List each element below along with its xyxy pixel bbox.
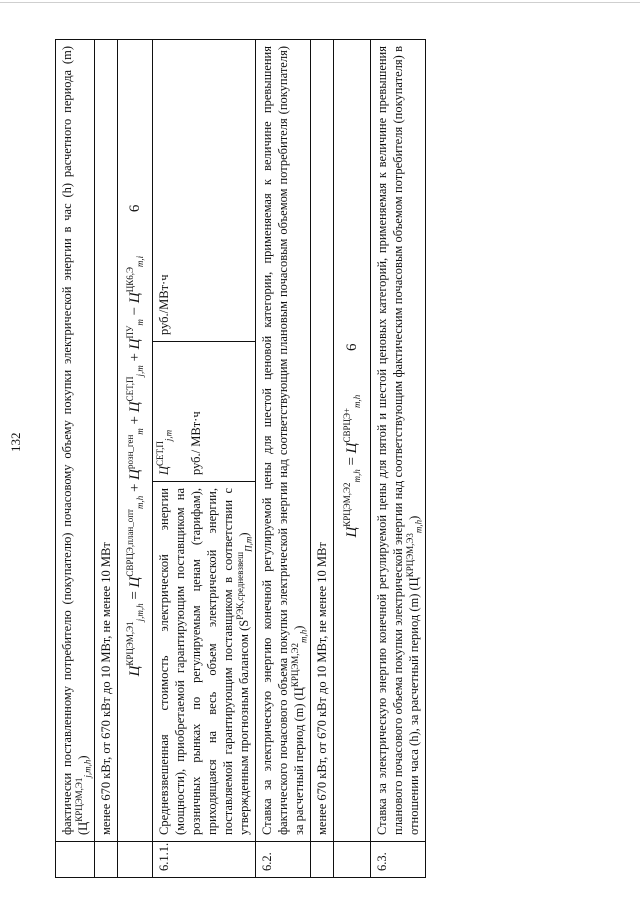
rotated-page-content (55, 40, 575, 878)
row-number-empty (334, 842, 371, 878)
item-description: Средневзвешенная стоимость электрической энергии (мощности), приобретаемой гарантирующим поставщиком на розничных рынках по регулируемым ценам (тарифам), приходящаяся на весь объем электрической энергии, поставляемой гарантирующим поставщиком в соответствии с утвержденным прогнозным балансом $(S^{РЭК,средневзвеш}_{П,m})$ (153, 482, 256, 842)
equation-number: 6 (127, 204, 143, 213)
table-row (56, 40, 95, 878)
capacity-ranges: менее 670 кВт, от 670 кВт до 10 МВт, не менее 10 МВт (311, 40, 334, 842)
capacity-ranges: менее 670 кВт, от 670 кВт до 10 МВт, не менее 10 МВт (95, 40, 118, 842)
top-rule (0, 2, 640, 3)
unit-value: руб./МВт·ч (153, 40, 256, 342)
row-number: 6.2. (256, 842, 311, 878)
row-number-empty (56, 842, 95, 878)
table-row (311, 40, 334, 878)
continuation-text: фактически поставленному потребителю (покупателю) почасовому объему покупки электрической энергии в час (h) расчетного периода (m) $(Ц^{КРЦЭМ,Э1}_{j,m,h})$ (56, 40, 95, 842)
table-row (95, 40, 118, 878)
formula-6b: $Ц^{КРЦЭМ,Э2}_{m,h} = Ц^{СВРЦЭ+}_{m,h}$ 6 (334, 40, 371, 842)
table-row (256, 40, 311, 878)
tariff-table (55, 39, 426, 878)
page-number: 132 (8, 432, 23, 452)
equation-number: 6 (344, 343, 360, 351)
unit-cell: $Ц^{СЕТ,П}_{j,m}$ руб./ МВт·ч (153, 342, 256, 482)
row-number-empty (95, 842, 118, 878)
item-description: Ставка за электрическую энергию конечной регулируемой цены для пятой и шестой ценовых категорий, применяемая к величине превышения планового почасового объема покупки электрической энергии над соответствующим фактическим почасовым объемом потребителя (покупателя) в отношении часа (h), за расчетный период (m) $(Ц^{КРЦЭМ,Э3}_{m,h})$ (371, 40, 426, 842)
table-row (334, 40, 371, 878)
row-number (118, 842, 153, 878)
table-row (153, 40, 256, 878)
row-number: 6.1.1. (153, 842, 256, 878)
row-number-empty (311, 842, 334, 878)
row-number: 6.3. (371, 842, 426, 878)
table-row (118, 40, 153, 878)
table-row (371, 40, 426, 878)
formula-6: $Ц^{КРЦЭМ,Э1}_{j,m,h} = Ц^{СВРЦЭ,план\_опт}_{m,h} + Ц^{розн\_ген}_m + Ц^{СЕТ,П}_{j,m} + Ц^{ПУ}_m - Ц^{ЦК6,Э}_{m,i}$ 6 (118, 40, 153, 842)
item-description: Ставка за электрическую энергию конечной регулируемой цены для шестой ценовой категории, применяемая к величине превышения фактического почасового объема покупки электрической энергии над соответствующим плановым почасовым объемом потребителя (покупателя) за расчетный период (m) $(Ц^{КРЦЭМ,Э2}_{m,h})$ (256, 40, 311, 842)
